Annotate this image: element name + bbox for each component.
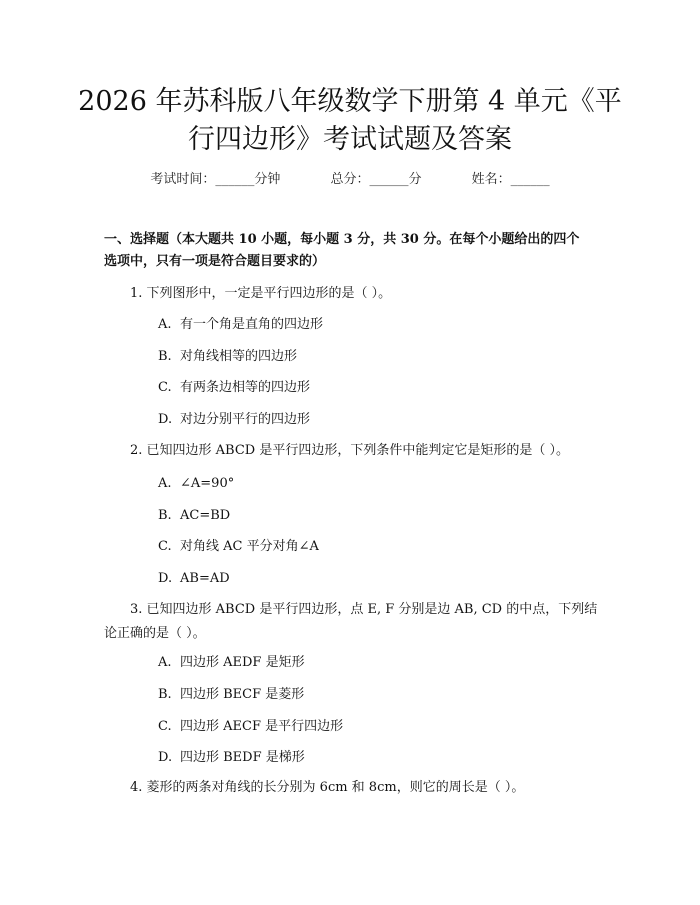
option-letter: D. — [158, 571, 173, 586]
option-text: 四边形 AEDF 是矩形 — [180, 655, 305, 670]
option-text: ∠A=90° — [180, 476, 235, 491]
option-letter: A. — [158, 476, 172, 491]
question-1-option-b — [158, 347, 598, 367]
question-1-option-a — [158, 315, 598, 335]
question-3-option-c — [158, 717, 598, 737]
option-letter: D. — [158, 750, 173, 765]
page-title-line-2: 行四边形》考试试题及答案 — [188, 124, 512, 155]
option-text: 四边形 BEDF 是梯形 — [180, 750, 305, 765]
option-text: 对角线相等的四边形 — [180, 349, 298, 364]
question-3-option-a — [158, 653, 598, 673]
option-letter: C. — [158, 719, 172, 734]
option-letter: B. — [158, 508, 172, 523]
question-2-option-a — [158, 474, 598, 494]
question-3-option-d — [158, 748, 598, 768]
option-text: 对角线 AC 平分对角∠A — [180, 539, 319, 554]
student-name-field: 姓名：______ — [471, 172, 550, 187]
question-1-option-d — [158, 410, 598, 430]
question-2-option-c — [158, 537, 598, 557]
option-letter: C. — [158, 380, 172, 395]
option-text: AC=BD — [180, 508, 231, 523]
question-2-option-b — [158, 506, 598, 526]
total-score-field: 总分：______分 — [330, 172, 422, 187]
exam-meta — [0, 168, 700, 187]
option-letter: B. — [158, 349, 172, 364]
section-heading-line-1: 一、选择题（本大题共 10 小题，每小题 3 分，共 30 分。在每个小题给出的四个 — [104, 232, 580, 247]
option-text: 四边形 AECF 是平行四边形 — [180, 719, 344, 734]
option-text: 对边分别平行的四边形 — [180, 412, 311, 427]
question-3-stem: 3. 已知四边形 ABCD 是平行四边形，点 E, F 分别是边 AB, CD 的中点，下列结论正确的是（ ）。 — [104, 602, 598, 641]
section-heading-line-2: 选项中，只有一项是符合题目要求的） — [104, 254, 326, 269]
option-text: 四边形 BECF 是菱形 — [180, 687, 305, 702]
option-text: AB=AD — [180, 571, 230, 586]
question-3-option-b — [158, 685, 598, 705]
option-letter: B. — [158, 687, 172, 702]
option-letter: C. — [158, 539, 172, 554]
question-1-option-c — [158, 378, 598, 398]
option-letter: D. — [158, 412, 173, 427]
option-letter: A. — [158, 317, 172, 332]
page-title-line-1: 2026 年苏科版八年级数学下册第 4 单元《平 — [78, 86, 622, 117]
option-text: 有两条边相等的四边形 — [180, 380, 311, 395]
exam-time-field: 考试时间：______分钟 — [150, 172, 281, 187]
question-4-stem: 4. 菱形的两条对角线的长分别为 6cm 和 8cm，则它的周长是（ ）。 — [130, 780, 525, 795]
option-letter: A. — [158, 655, 172, 670]
question-2-stem: 2. 已知四边形 ABCD 是平行四边形，下列条件中能判定它是矩形的是（ ）。 — [130, 443, 569, 458]
option-text: 有一个角是直角的四边形 — [180, 317, 324, 332]
question-1-stem: 1. 下列图形中，一定是平行四边形的是（ ）。 — [130, 286, 392, 301]
question-2-option-d — [158, 569, 598, 589]
